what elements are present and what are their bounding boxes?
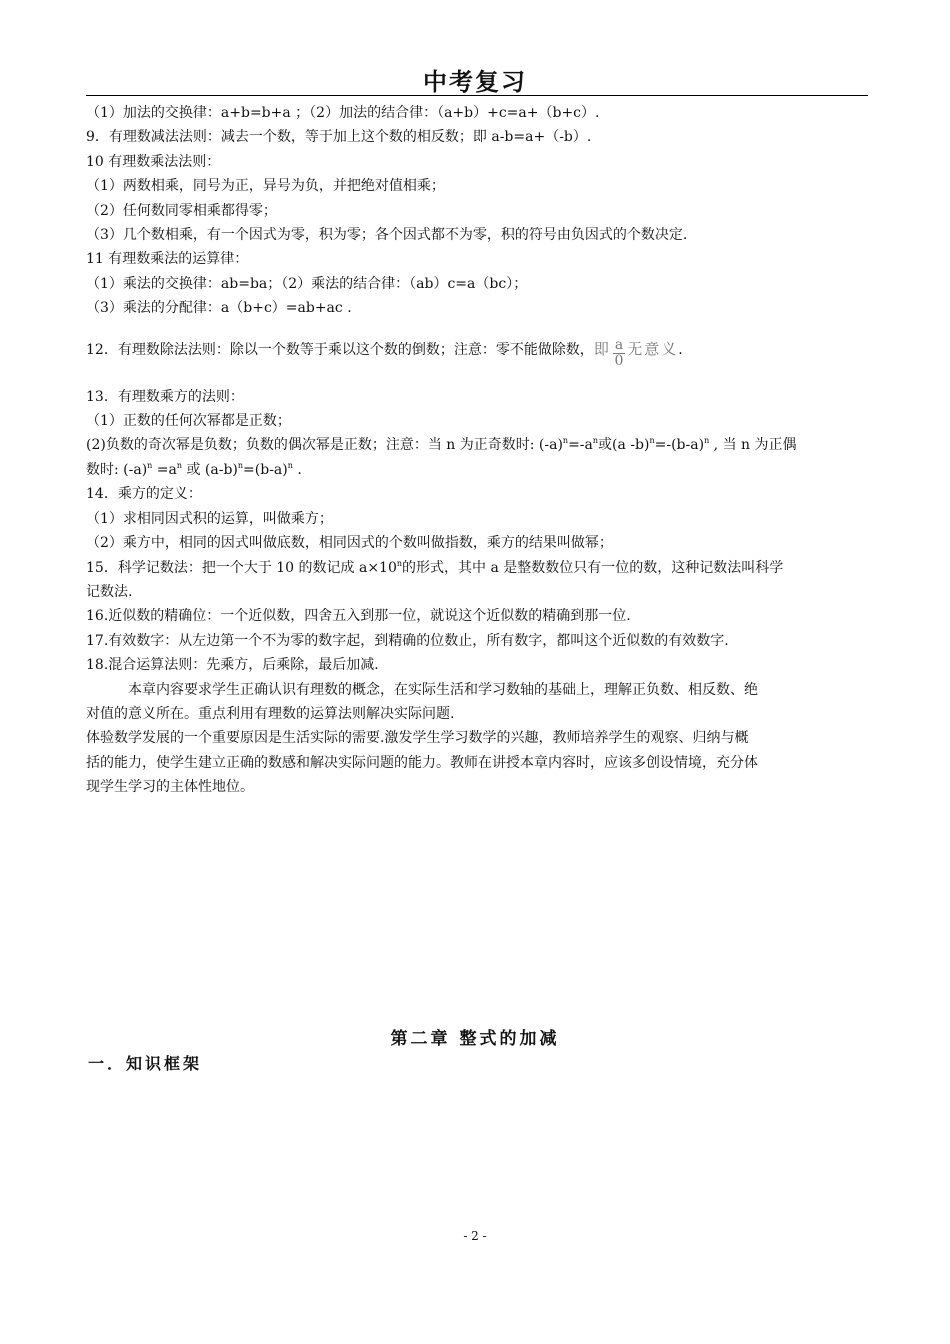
text-line: 14．乘方的定义：	[86, 486, 202, 503]
section-heading: 一．知识框架	[88, 1054, 203, 1073]
text-line: （2）任何数同零相乘都得零；	[86, 202, 277, 219]
text-line: 17.有效数字：从左边第一个不为零的数字起，到精确的位数止，所有数字，都叫这个近似数的有效数字.	[86, 632, 729, 649]
spacer	[86, 321, 870, 337]
text-line: 18.混合运算法则：先乘方，后乘除，最后加减.	[86, 657, 379, 674]
text-span: , 当 n 为正偶	[709, 437, 797, 454]
text-span: =a	[152, 461, 177, 478]
text-line: （3）乘法的分配律：a（b+c）=ab+ac .	[86, 300, 352, 317]
page-header-title: 中考复习	[423, 68, 527, 96]
text-line: （1）加法的交换律：a+b=b+a ；（2）加法的结合律：（a+b）+c=a+（b+c）.	[86, 105, 600, 121]
fraction-a-over-0	[613, 338, 625, 369]
text-line: 9．有理数减法法则：减去一个数，等于加上这个数的相反数；即 a-b=a+（-b）.	[86, 129, 592, 146]
text-line: （1）求相同因式积的运算，叫做乘方；	[86, 510, 333, 527]
text-span: (2)负数的奇次幂是负数；负数的偶次幂是正数；注意：当 n 为正奇数时: (-a)	[86, 437, 563, 454]
text-span: 数时: (-a)	[86, 461, 148, 478]
superscript: n	[592, 436, 599, 446]
page-number: - 2 -	[463, 1229, 487, 1243]
fraction-denominator: 0	[614, 352, 624, 369]
text-line: （3）几个数相乘，有一个因式为零，积为零；各个因式都不为零，积的符号由负因式的个数决定.	[86, 227, 688, 244]
text-line: 本章内容要求学生正确认识有理数的概念，在实际生活和学习数轴的基础上，理解正负数、相反数、绝	[128, 681, 758, 698]
superscript: n	[562, 436, 569, 446]
text-span: 无意义	[627, 339, 679, 358]
text-span: =(b-a)	[243, 461, 288, 478]
superscript: n	[704, 436, 710, 446]
text-line: 现学生学习的主体性地位。	[86, 779, 254, 796]
text-span: 的形式，其中 a 是整数数位只有一位的数，这种记数法叫科学	[402, 559, 784, 576]
text-line: 括的能力，使学生建立正确的数感和解决实际问题的能力。教师在讲授本章内容时，应该多创设情境，充分体	[86, 754, 758, 771]
superscript: n	[396, 558, 403, 568]
text-line: 10 有理数乘法法则：	[86, 153, 221, 170]
text-line: 16.近似数的精确位：一个近似数，四舍五入到那一位，就说这个近似数的精确到那一位.	[86, 608, 631, 625]
text-span: 12．有理数除法法则：除以一个数等于乘以这个数的倒数；注意：零不能做除数，	[86, 341, 594, 358]
superscript: n	[649, 436, 655, 446]
spacer	[86, 369, 870, 385]
text-line: 记数法.	[86, 583, 133, 600]
text-line: 对值的意义所在。重点利用有理数的运算法则解决实际问题.	[86, 705, 455, 722]
power-rule-line	[86, 433, 870, 457]
text-line: （1）乘法的交换律：ab=ba；（2）乘法的结合律：（ab）c=a（bc）；	[86, 275, 528, 292]
superscript: n	[237, 460, 244, 470]
superscript: n	[147, 460, 153, 470]
text-span: =-a	[568, 437, 593, 454]
text-line: 13．有理数乘方的法则：	[86, 388, 244, 405]
text-span: .	[678, 341, 683, 358]
chapter-title: 第二章 整式的加减	[390, 1029, 560, 1049]
text-line: 11 有理数乘法的运算律：	[86, 251, 249, 268]
text-span: .	[292, 461, 302, 478]
text-span: =-(b-a)	[654, 437, 705, 454]
header-divider	[86, 95, 868, 96]
superscript: n	[176, 460, 183, 470]
text-span: 或 (a-b)	[182, 461, 238, 478]
text-line: （1）两数相乘，同号为正，异号为负，并把绝对值相乘；	[86, 178, 445, 195]
text-span: 或(a -b)	[598, 437, 650, 454]
fraction-numerator: a	[614, 336, 624, 353]
text-span: 即	[593, 339, 611, 358]
scientific-notation-line	[86, 556, 870, 580]
document-body	[86, 101, 870, 800]
power-rule-line	[86, 458, 870, 482]
text-line: （1）正数的任何次幂都是正数；	[86, 413, 291, 430]
text-line: （2）乘方中，相同的因式叫做底数，相同因式的个数叫做指数，乘方的结果叫做幂；	[86, 535, 613, 552]
division-rule-line	[86, 337, 870, 369]
text-line: 体验数学发展的一个重要原因是生活实际的需要.激发学生学习数学的兴趣，教师培养学生的观察、归纳与概	[86, 730, 749, 747]
superscript: n	[287, 460, 293, 470]
text-span: 15．科学记数法：把一个大于 10 的数记成 a×10	[86, 559, 397, 576]
